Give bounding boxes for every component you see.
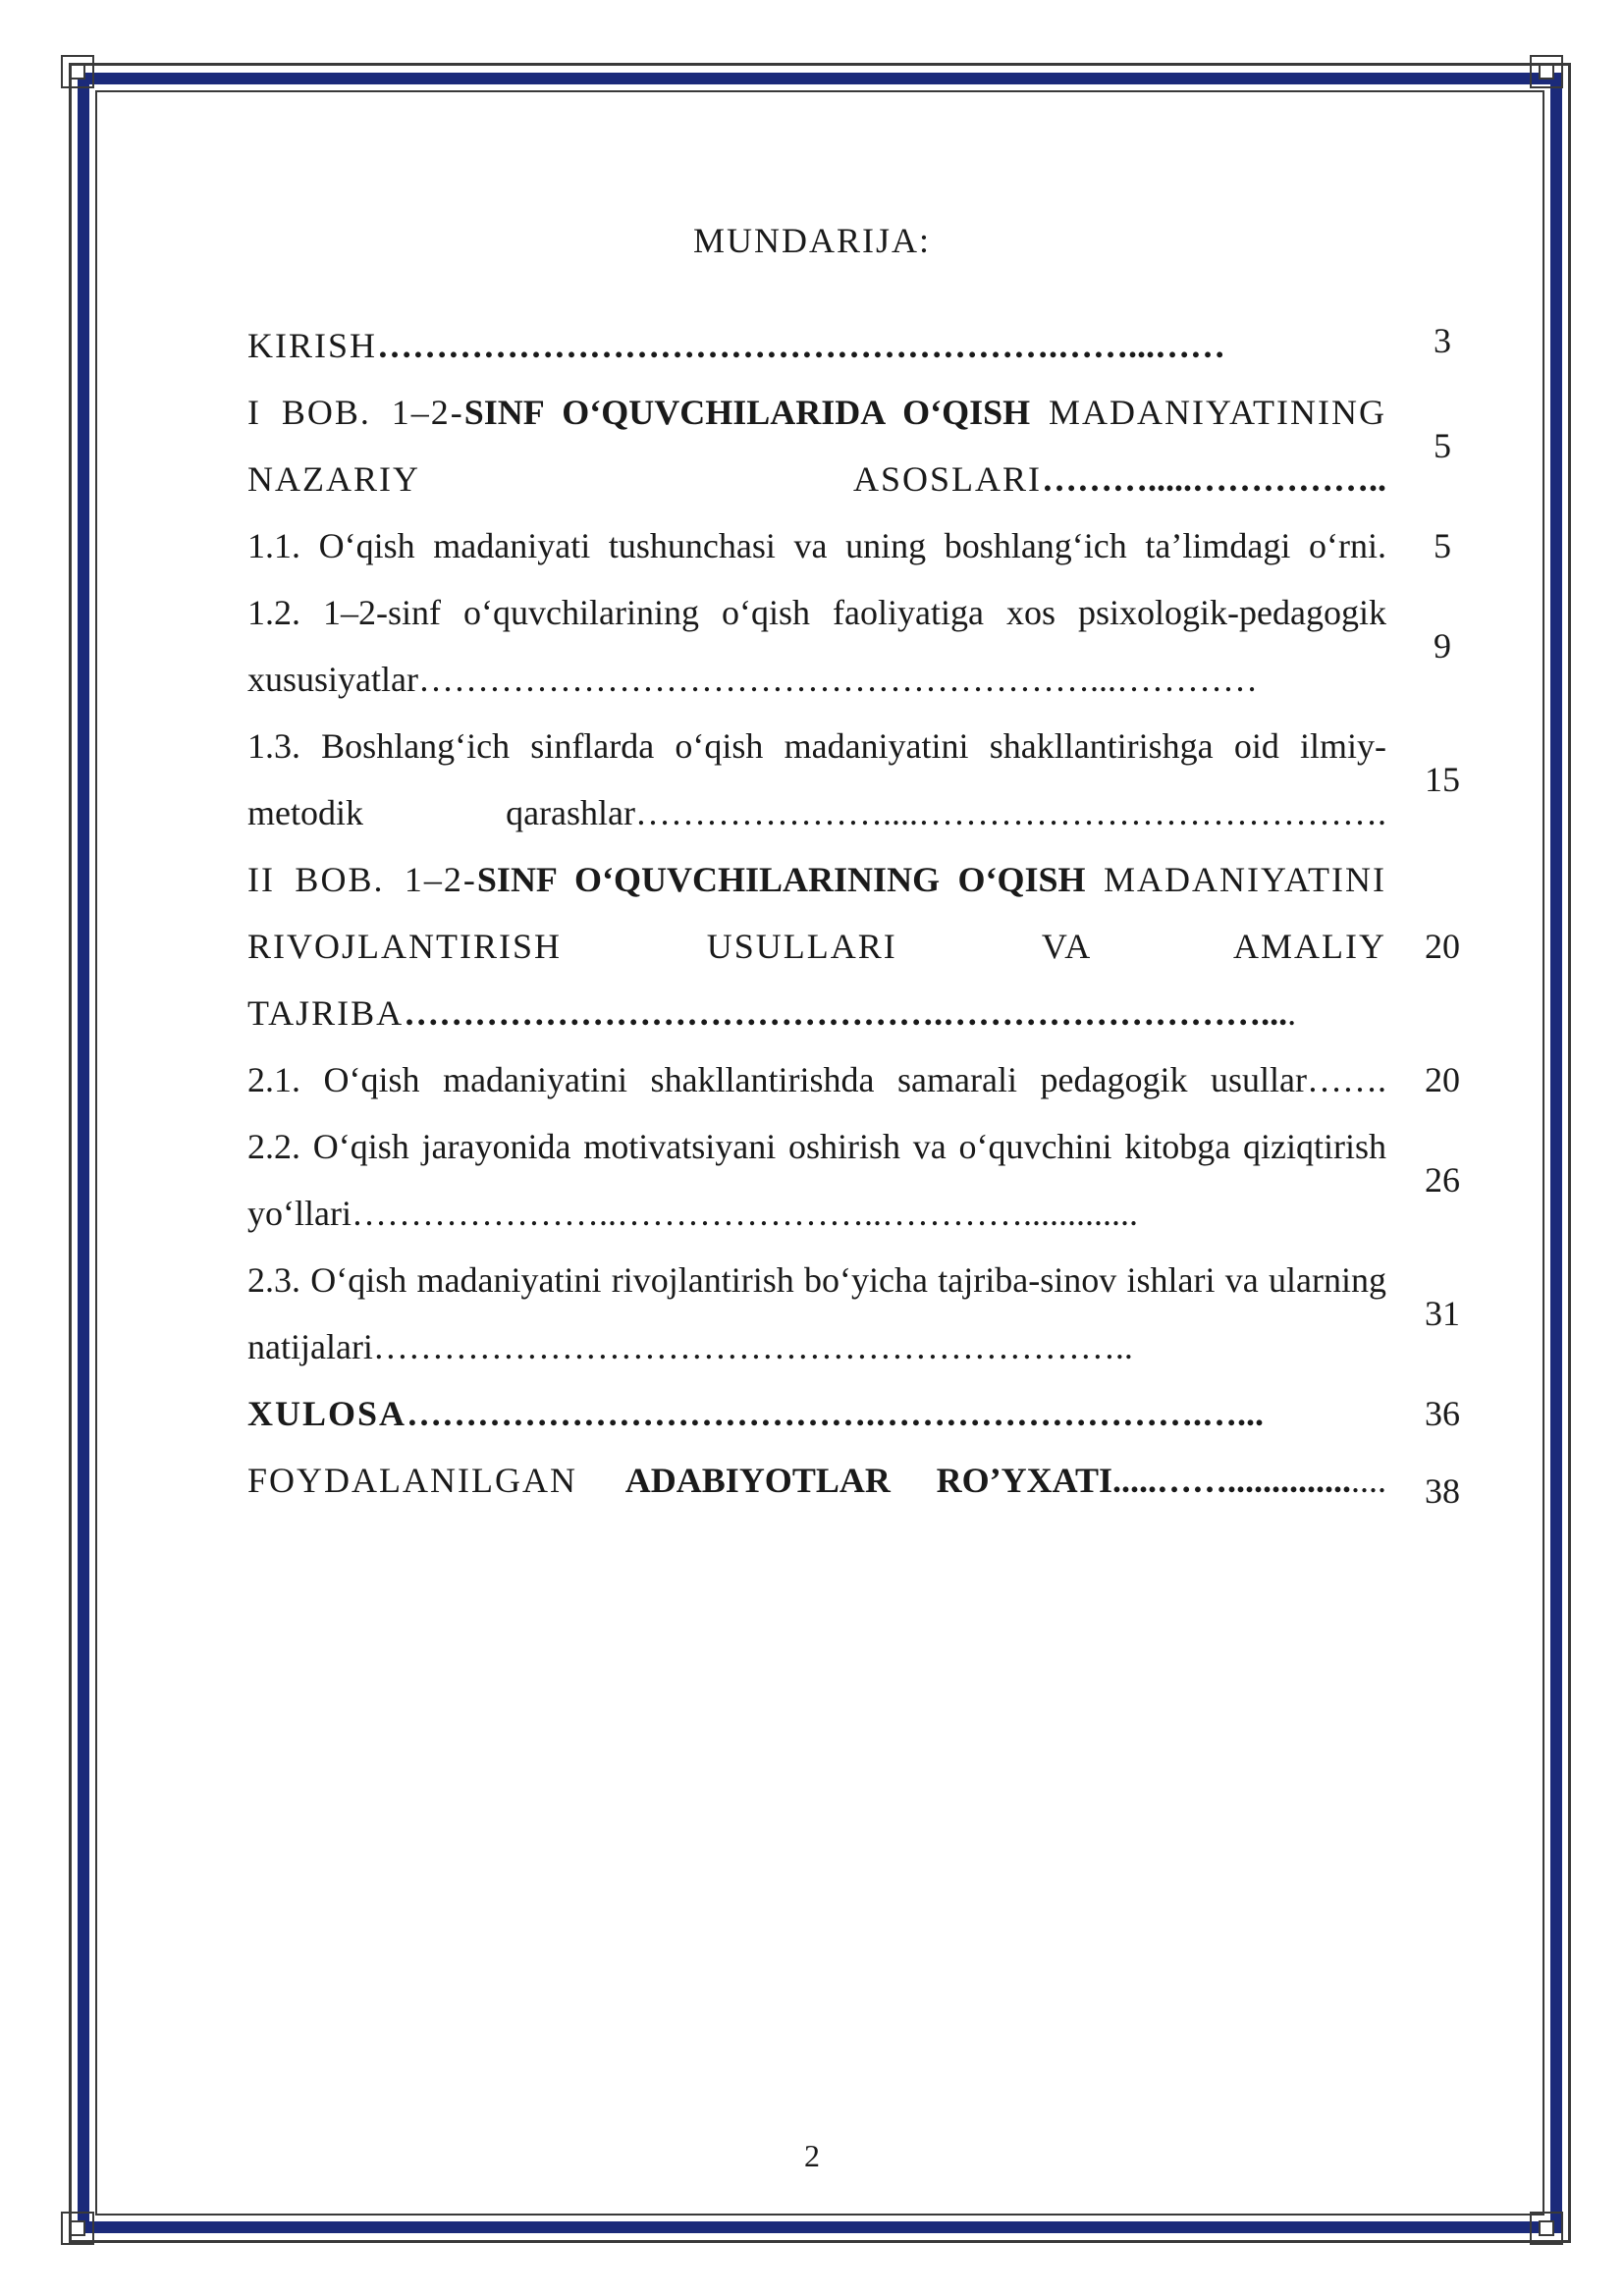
toc-entry-title-bold: SINF O‘QUVCHILARIDA O‘QISH: [463, 393, 1031, 432]
toc-page-number: 5: [1434, 526, 1451, 565]
toc-leader-end: .: [1287, 993, 1297, 1033]
toc-leader: ………………………………….……………………….…...: [406, 1394, 1265, 1433]
toc-entry-title: 1.2. 1–2-sinf o‘quvchilarining o‘qish faoliyatiga xos psixologik-pedagogik xususiyatlar…………………………………………………...…………: [247, 593, 1386, 699]
corner-ornament-bottom-left: [61, 2212, 94, 2245]
toc-leader: ……….....……………..: [1042, 459, 1386, 499]
toc-page-number: 36: [1425, 1394, 1460, 1433]
corner-ornament-bottom-right: [1530, 2212, 1563, 2245]
toc-entry-title: II BOB. 1–2-: [247, 860, 477, 899]
toc-page-number: 5: [1434, 426, 1451, 465]
toc-entry-title: 2.2. O‘qish jarayonida motivatsiyani oshirish va o‘quvchini kitobga qiziqtirish yo‘llari…………………..…………………..………….............: [247, 1127, 1386, 1233]
toc-entry-title-cont: MADANIYATINING NAZARIY ASOSLARI: [247, 393, 1386, 499]
toc-entry-2-2[interactable]: [247, 1113, 1477, 1247]
toc-entry-1-2[interactable]: [247, 579, 1477, 713]
toc-entry-2-3[interactable]: [247, 1247, 1477, 1380]
toc-page-number: 15: [1425, 760, 1460, 799]
toc-page-number: 20: [1425, 1060, 1460, 1099]
toc-page-number: 26: [1425, 1160, 1460, 1200]
toc-page-number: 38: [1425, 1471, 1460, 1511]
toc-leader: ………………………………………………….……...……: [377, 326, 1226, 365]
toc-entry-title: 1.3. Boshlang‘ich sinflarda o‘qish madaniyatini shakllantirishga oid ilmiy-metodik qarashlar…………………....………………………………….: [247, 726, 1386, 832]
toc-entry-1-3[interactable]: [247, 713, 1477, 846]
toc-entry-title-bold: SINF O‘QUVCHILARINING O‘QISH: [476, 860, 1086, 899]
page-footer-number: 2: [804, 2138, 820, 2173]
toc-entry-title: 2.1. O‘qish madaniyatini shakllantirishda samarali pedagogik usullar…….: [247, 1060, 1386, 1099]
toc-entry-title: FOYDALANILGAN: [247, 1461, 625, 1500]
toc-page-number: 20: [1425, 927, 1460, 966]
toc-leader: ……………………………………….………………………...: [404, 993, 1288, 1033]
toc-entry-chapter-1[interactable]: [247, 379, 1477, 512]
toc-entry-conclusion[interactable]: [247, 1380, 1477, 1447]
toc-entry-1-1[interactable]: [247, 512, 1477, 579]
toc-entry-title: KIRISH: [247, 326, 378, 365]
page-title: MUNDARIJA:: [692, 221, 931, 260]
toc-entry-title-cont: MADANIYATINI RIVOJLANTIRISH USULLARI VA AMALIY TAJRIBA: [247, 860, 1387, 1033]
toc-entry-2-1[interactable]: [247, 1046, 1477, 1113]
corner-ornament-top-left: [61, 55, 94, 88]
toc-entry-chapter-2[interactable]: [247, 846, 1477, 1046]
toc-entry-title-bold: ADABIYOTLAR RO’YXATI.....……..............: [624, 1461, 1351, 1500]
toc-entry-title: 2.3. O‘qish madaniyatini rivojlantirish bo‘yicha tajriba-sinov ishlari va ularning natijalari………………………………………………………..: [247, 1260, 1386, 1366]
toc-entry-title: I BOB. 1–2-: [247, 393, 464, 432]
toc-entry-title: XULOSA: [247, 1394, 407, 1433]
toc-page-number: 31: [1425, 1294, 1460, 1333]
toc-entry-references[interactable]: [247, 1447, 1477, 1514]
toc-entry-intro[interactable]: [247, 312, 1477, 379]
toc-page-number: 9: [1434, 626, 1451, 666]
toc-page-number: 3: [1434, 321, 1451, 360]
toc-entry-title: 1.1. O‘qish madaniyati tushunchasi va uning boshlang‘ich ta’limdagi o‘rni.: [247, 526, 1386, 565]
corner-ornament-top-right: [1530, 55, 1563, 88]
toc-leader-end: ....: [1350, 1461, 1386, 1500]
table-of-contents: [247, 312, 1477, 1514]
